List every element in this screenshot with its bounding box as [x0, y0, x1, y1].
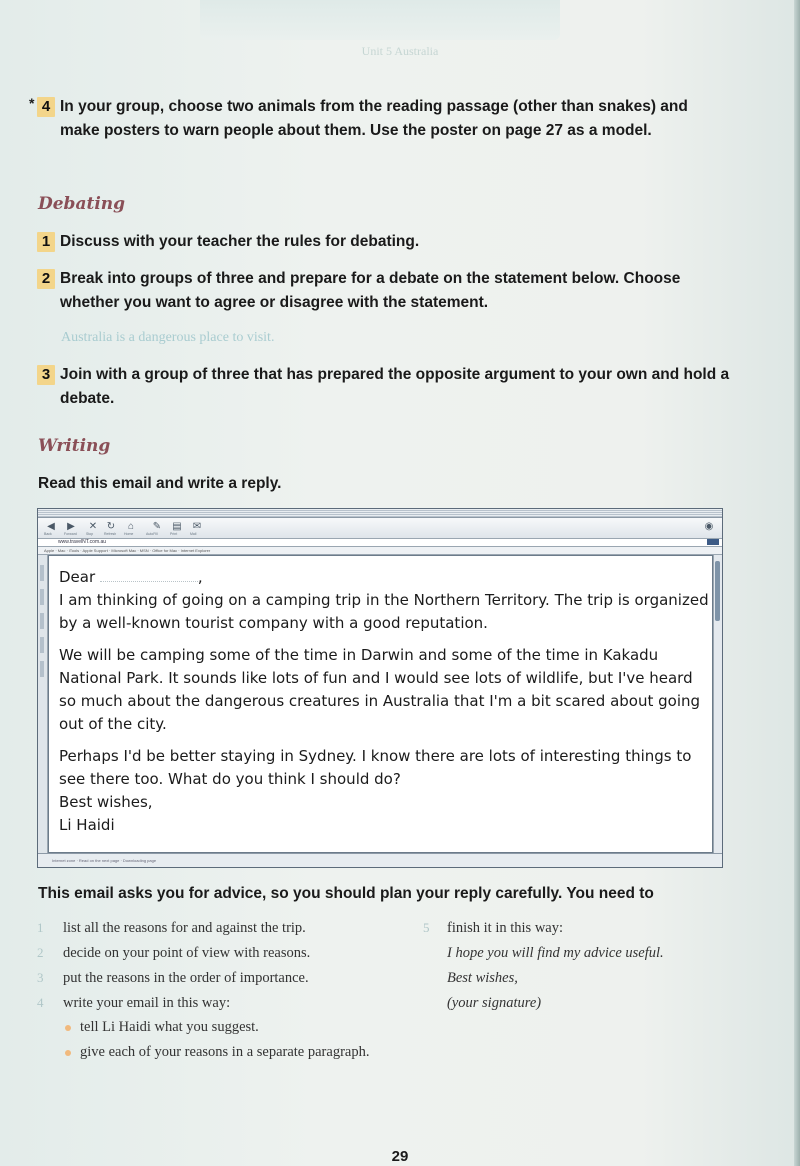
email-greeting: Dear — [59, 568, 96, 586]
task-text: decide on your point of view with reasons. — [63, 945, 311, 961]
task-bullet — [80, 1019, 259, 1036]
toolbar-label: Mail — [190, 532, 197, 536]
task-number: 3 — [37, 970, 44, 985]
toolbar-label: AutoFill — [146, 532, 158, 536]
refresh-icon: ↻ — [106, 521, 116, 532]
closing-example-line: (your signature) — [447, 995, 542, 1011]
page-edge — [794, 0, 800, 1166]
closing-example-line: I hope you will find my advice useful. — [447, 945, 664, 961]
task-number: 1 — [37, 920, 44, 935]
toolbar-label: Back — [44, 532, 52, 536]
name-blank — [100, 567, 198, 582]
task-intro: This email asks you for advice, so you should plan your reply carefully. You need to — [38, 885, 654, 902]
task-text: put the reasons in the order of importance. — [63, 970, 309, 986]
favorites-bar: Apple · Mac · iTools · Apple Support · Microsoft Mac · MSN · Office for Mac · Internet Explorer — [38, 547, 722, 555]
task-item — [37, 970, 309, 987]
section-heading-writing: Writing — [38, 436, 111, 456]
item-text: Break into groups of three and prepare for a debate on the statement below. Choose whether you want to agree or disagree with the statement. — [60, 270, 681, 311]
status-bar: Internet zone · Read on the next page · Downloading page — [38, 853, 722, 867]
bullet-dot — [65, 1025, 71, 1031]
browser-sidebar — [38, 555, 48, 853]
task-number: 5 — [423, 920, 430, 935]
section-heading-debating: Debating — [38, 194, 126, 214]
page-number: 29 — [391, 1148, 409, 1165]
item-number: 3 — [37, 365, 55, 385]
home-icon: ⌂ — [127, 521, 135, 532]
debate-statement: Australia is a dangerous place to visit. — [61, 330, 275, 345]
header-band — [200, 0, 560, 40]
address-bar — [38, 539, 722, 547]
bullet-dot — [65, 1050, 71, 1056]
task-item — [37, 920, 306, 937]
email-paragraph-3: Perhaps I'd be better staying in Sydney. I know there are lots of interesting things to see there too. What do you think I should do? — [59, 747, 692, 788]
task-item — [37, 945, 311, 962]
scroll-thumb — [715, 561, 720, 621]
toolbar-label: Stop — [86, 532, 94, 536]
task-number: 2 — [37, 945, 44, 960]
task-item — [37, 995, 231, 1012]
item-text: Discuss with your teacher the rules for debating. — [60, 233, 420, 250]
email-paragraph-2: We will be camping some of the time in Darwin and some of the time in Kakadu National Park. It sounds like lots of fun and I would see lots of wildlife, but I've heard so much about the dangerous creatures in Australia that I'm a bit scared about going out of the city. — [59, 646, 701, 733]
toolbar-label: Refresh — [104, 532, 117, 536]
greeting-comma: , — [197, 568, 203, 586]
writing-instruction: Read this email and write a reply. — [38, 475, 282, 492]
browser-toolbar — [38, 518, 722, 539]
item-number: 2 — [37, 269, 55, 289]
task-item — [423, 920, 563, 937]
task-text: write your email in this way: — [63, 995, 231, 1011]
forward-icon: ▶ — [67, 521, 75, 532]
item-number: 1 — [37, 232, 55, 252]
email-signature: Li Haidi — [59, 816, 115, 834]
go-button — [707, 539, 719, 545]
vertical-scrollbar — [713, 555, 722, 853]
email-content — [48, 555, 713, 853]
email-window — [37, 508, 723, 868]
item-text: Join with a group of three that has prepared the opposite argument to your own and hold a debate. — [60, 366, 730, 407]
bullet-text: tell Li Haidi what you suggest. — [80, 1019, 259, 1035]
task-number: 4 — [37, 995, 44, 1010]
window-titlebar — [38, 509, 722, 518]
back-icon: ◀ — [47, 521, 55, 532]
task-text: list all the reasons for and against the trip. — [63, 920, 306, 936]
toolbar-label: Print — [170, 532, 178, 536]
email-body — [59, 566, 709, 837]
mail-icon: ✉ — [192, 521, 202, 532]
email-paragraph-1: I am thinking of going on a camping trip in the Northern Territory. The trip is organized by a well-known tourist company with a good reputation. — [59, 591, 709, 632]
running-head: Unit 5 Australia — [361, 44, 439, 58]
print-icon: ▤ — [172, 521, 182, 532]
task-bullet — [80, 1044, 369, 1061]
activity-number: 4 — [37, 97, 55, 117]
closing-example-line: Best wishes, — [447, 970, 518, 986]
bullet-text: give each of your reasons in a separate paragraph. — [80, 1044, 370, 1060]
task-text: finish it in this way: — [447, 920, 563, 936]
autofill-icon: ✎ — [152, 521, 162, 532]
toolbar-label: Home — [124, 532, 134, 536]
optional-star: * — [29, 95, 35, 111]
toolbar-label: Forward — [64, 532, 77, 536]
browser-logo-icon: ◉ — [704, 521, 714, 532]
address-text: www.travelNT.com.au — [58, 539, 107, 545]
activity-text: In your group, choose two animals from the reading passage (other than snakes) and make posters to warn people about them. Use the poster on page 27 as a model. — [60, 98, 688, 139]
stop-icon: ✕ — [88, 521, 98, 532]
email-closing: Best wishes, — [59, 793, 153, 811]
